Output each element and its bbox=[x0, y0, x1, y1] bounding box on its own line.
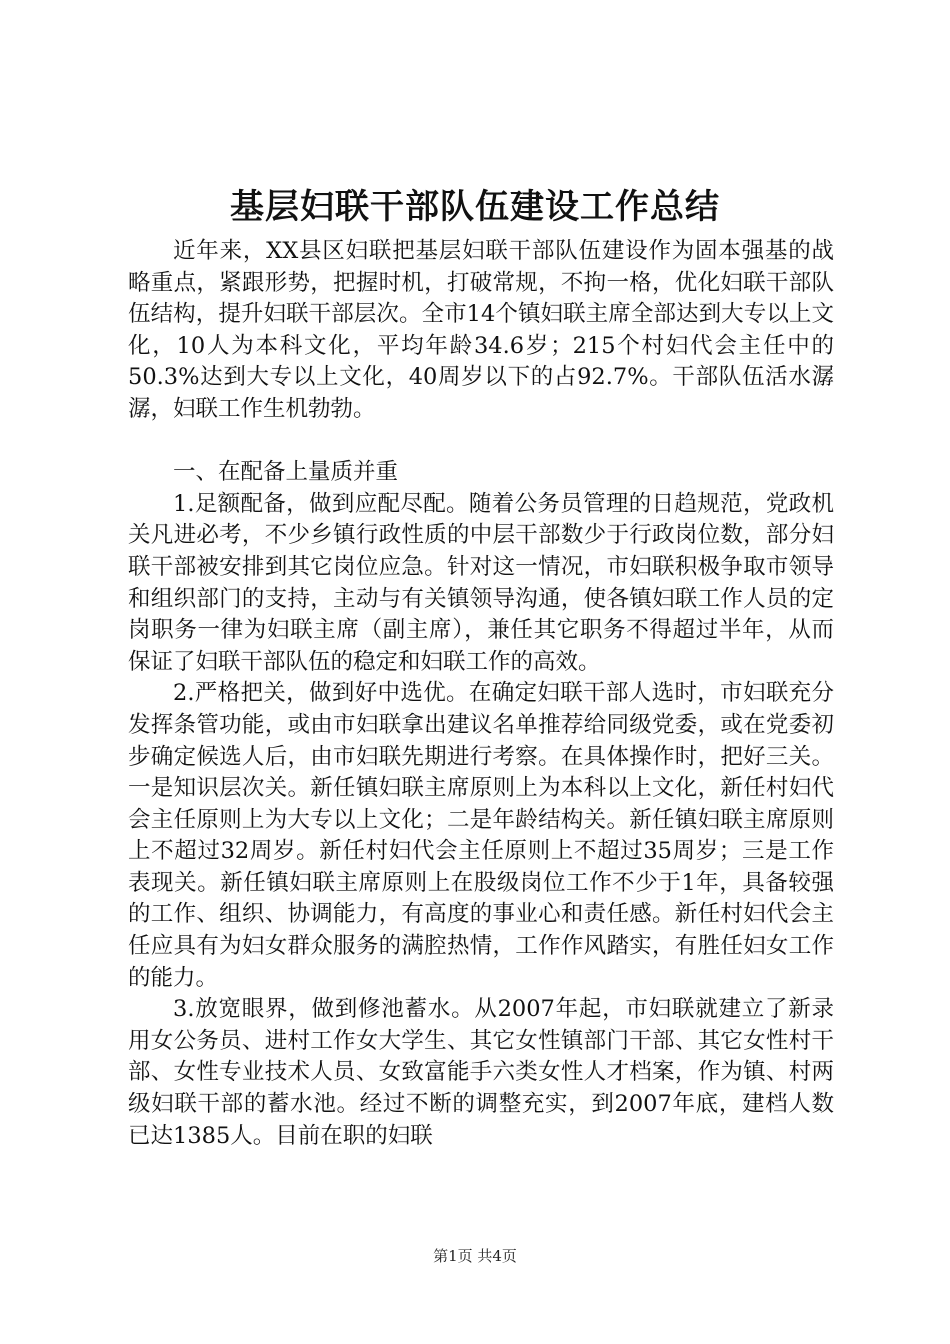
paragraph-2: 2.严格把关，做到好中选优。在确定妇联干部人选时，市妇联充分发挥条管功能，或由市妇联拿出建议名单推荐给同级党委，或在党委初步确定候选人后，由市妇联先期进行考察。在具体操作时，把好三关。一是知识层次关。新任镇妇联主席原则上为本科以上文化，新任村妇代会主任原则上为大专以上文化；二是年龄结构关。新任镇妇联主席原则上不超过32周岁。新任村妇代会主任原则上不超过35周岁；三是工作表现关。新任镇妇联主席原则上在股级岗位工作不少于1年，具备较强的工作、组织、协调能力，有高度的事业心和责任感。新任村妇代会主任应具有为妇女群众服务的满腔热情，工作作风踏实，有胜任妇女工作的能力。 bbox=[128, 680, 834, 991]
page-number-footer: 第1页 共4页 bbox=[433, 1247, 517, 1265]
section-heading: 一、在配备上量质并重 bbox=[173, 459, 399, 486]
paragraph-3: 3.放宽眼界，做到修池蓄水。从2007年起，市妇联就建立了新录用女公务员、进村工作女大学生、其它女性镇部门干部、其它女性村干部、女性专业技术人员、女致富能手六类女性人才档案，作为镇、村两级妇联干部的蓄水池。经过不断的调整充实，到2007年底，建档人数已达1385人。目前在职的妇联 bbox=[128, 996, 834, 1149]
paragraph-1: 1.足额配备，做到应配尽配。随着公务员管理的日趋规范，党政机关凡进必考，不少乡镇行政性质的中层干部数少于行政岗位数，部分妇联干部被安排到其它岗位应急。针对这一情况，市妇联积极争取市领导和组织部门的支持，主动与有关镇领导沟通，使各镇妇联工作人员的定岗职务一律为妇联主席（副主席），兼任其它职务不得超过半年，从而保证了妇联干部队伍的稳定和妇联工作的高效。 bbox=[128, 490, 834, 675]
document-title: 基层妇联干部队伍建设工作总结 bbox=[230, 187, 720, 227]
paragraph-spacer bbox=[128, 426, 834, 458]
intro-paragraph: 近年来，XX县区妇联把基层妇联干部队伍建设作为固本强基的战略重点，紧跟形势，把握时机，打破常规，不拘一格，优化妇联干部队伍结构，提升妇联干部层次。全市14个镇妇联主席全部达到大专以上文化，10人为本科文化，平均年龄34.6岁；215个村妇代会主任中的50.3%达到大专以上文化，40周岁以下的占92.7%。干部队伍活水潺潺，妇联工作生机勃勃。 bbox=[128, 238, 834, 422]
document-body bbox=[128, 236, 834, 1152]
